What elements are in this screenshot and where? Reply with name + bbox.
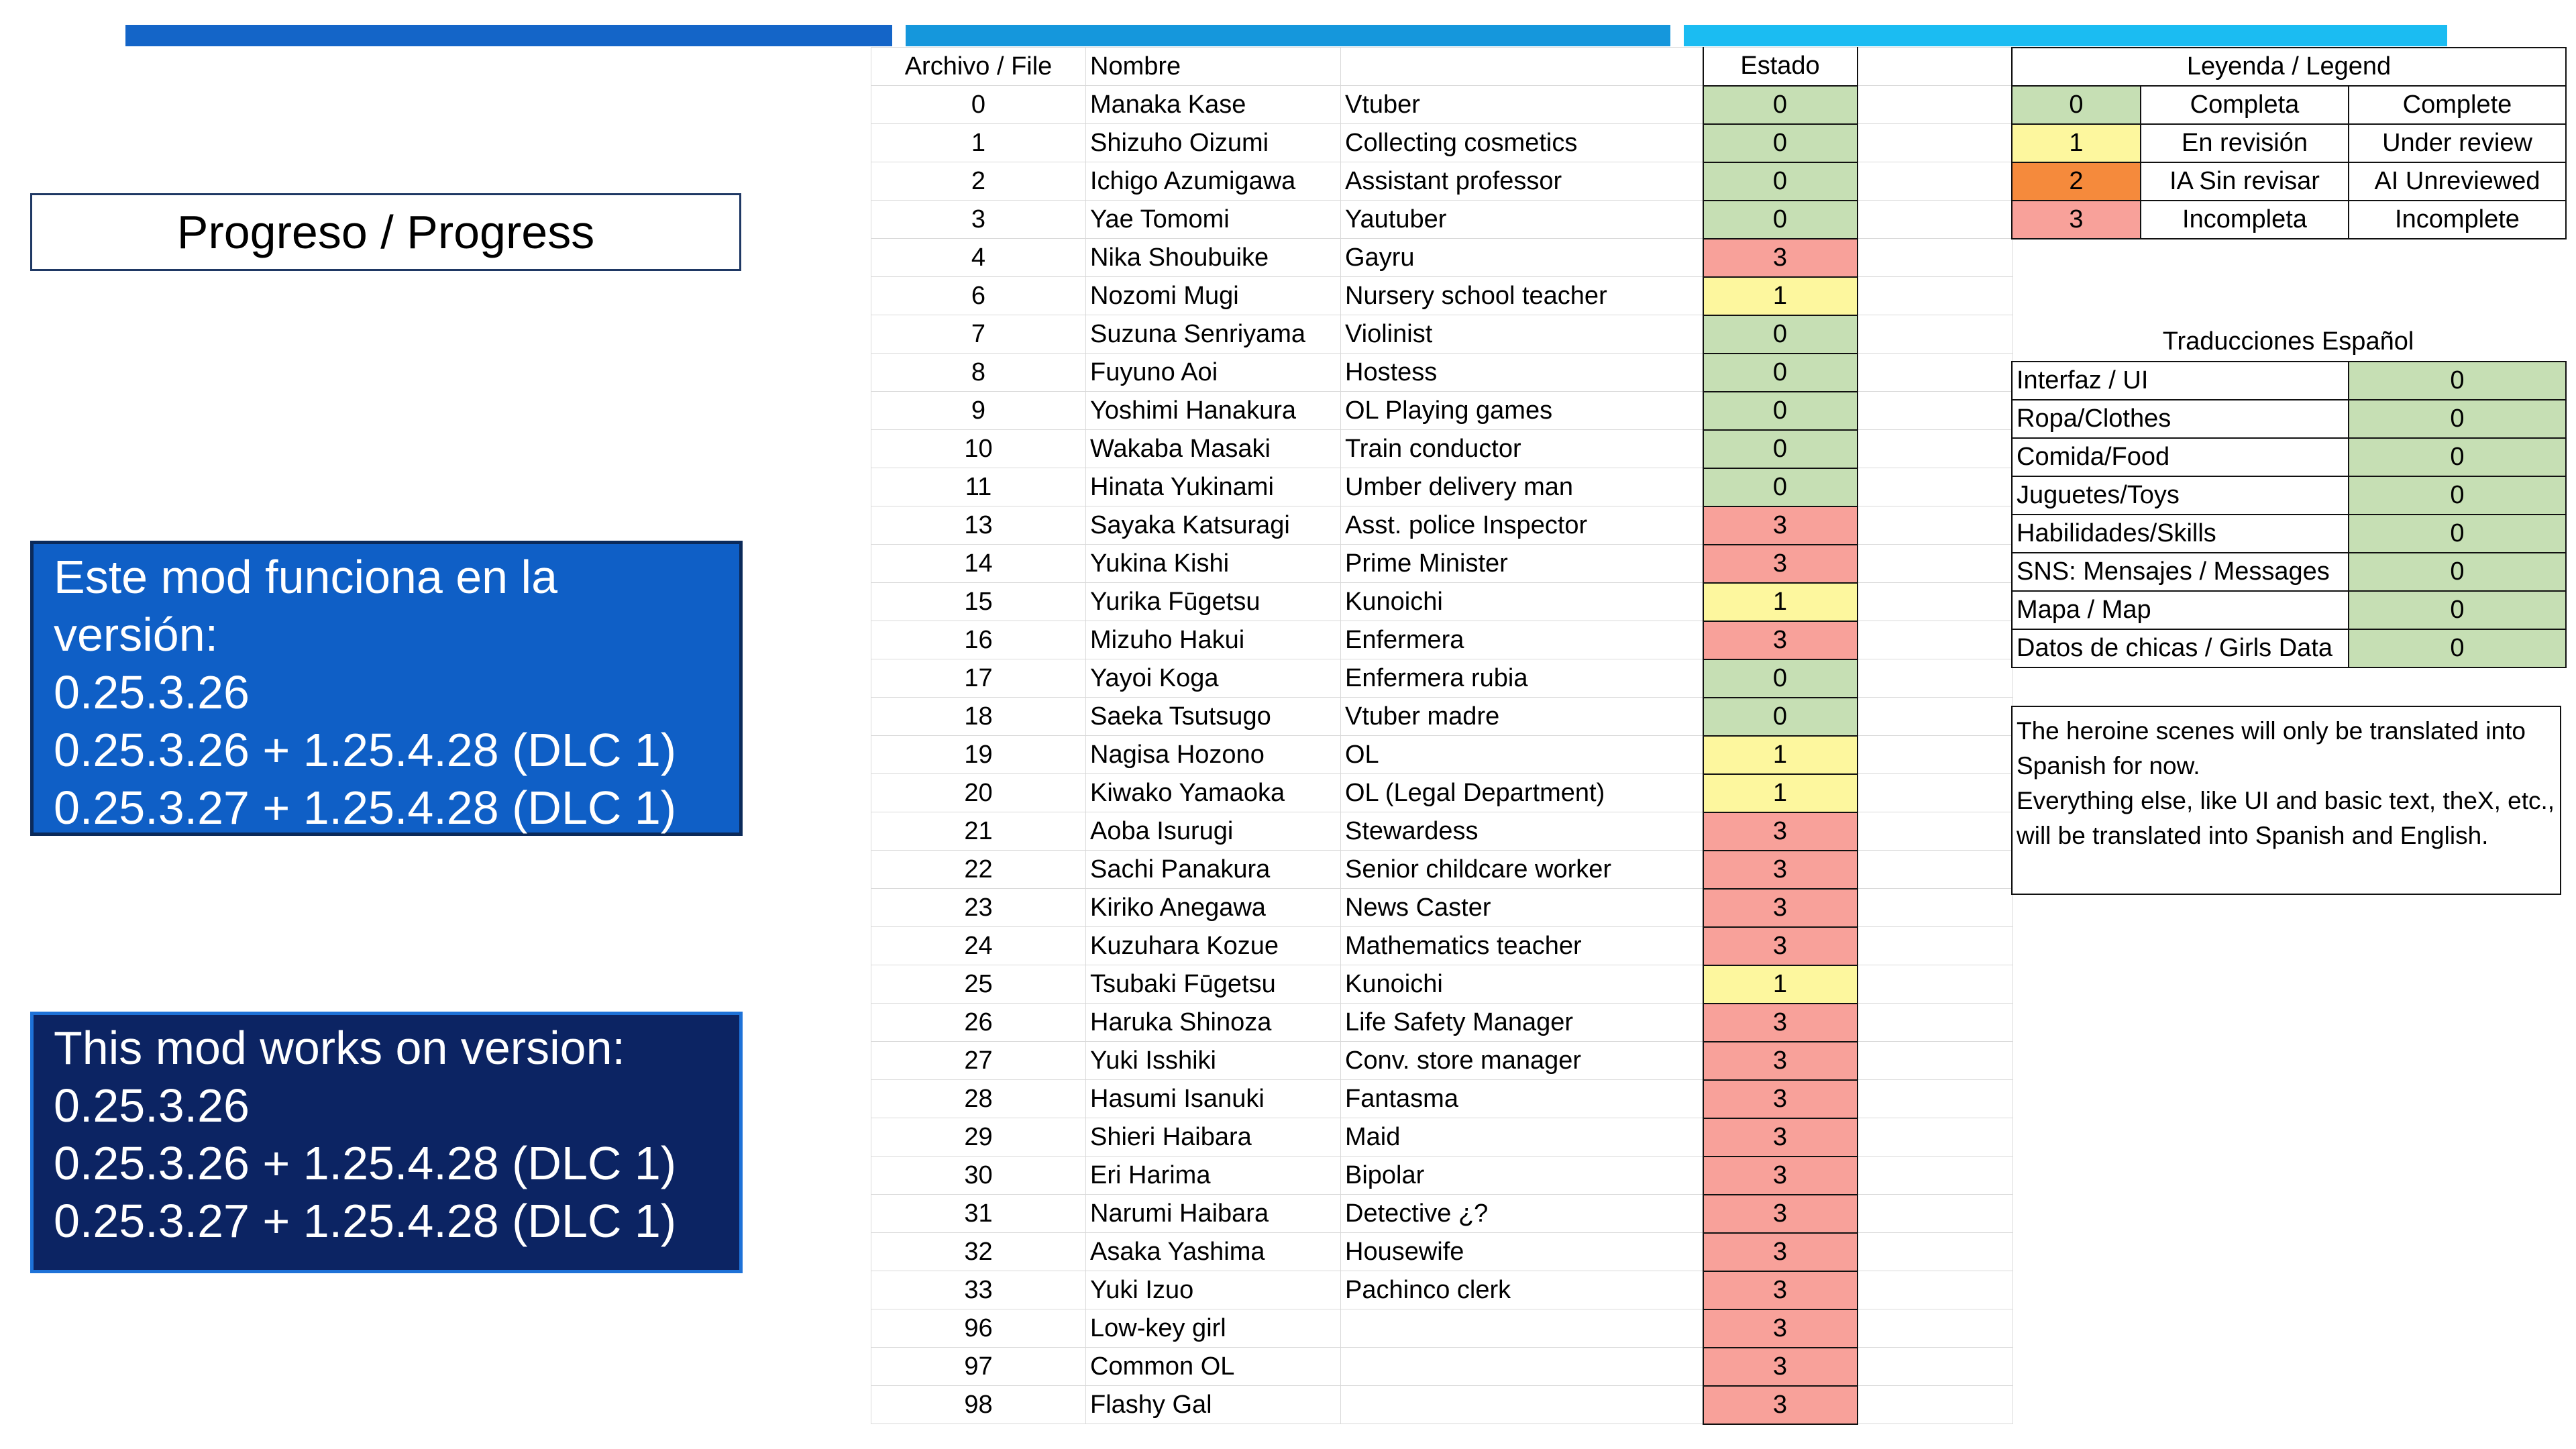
state-cell[interactable]: 1 xyxy=(1703,583,1858,621)
job-cell[interactable]: News Caster xyxy=(1341,889,1703,927)
empty-cell[interactable] xyxy=(1858,698,2013,736)
file-cell[interactable]: 4 xyxy=(871,239,1086,277)
file-cell[interactable]: 33 xyxy=(871,1271,1086,1309)
job-cell[interactable]: Conv. store manager xyxy=(1341,1042,1703,1080)
translation-category[interactable]: Comida/Food xyxy=(2012,438,2349,476)
empty-cell[interactable] xyxy=(1858,239,2013,277)
legend-label-es[interactable]: En revisión xyxy=(2141,124,2349,162)
translation-row xyxy=(2012,591,2566,629)
empty-cell[interactable] xyxy=(1858,1233,2013,1271)
file-cell[interactable]: 18 xyxy=(871,698,1086,736)
state-cell[interactable]: 1 xyxy=(1703,965,1858,1004)
job-cell[interactable]: Fantasma xyxy=(1341,1080,1703,1118)
name-cell[interactable]: Kiriko Anegawa xyxy=(1086,889,1341,927)
state-cell[interactable]: 3 xyxy=(1703,812,1858,851)
translation-row xyxy=(2012,629,2566,667)
state-cell[interactable]: 3 xyxy=(1703,1157,1858,1195)
translation-row xyxy=(2012,400,2566,438)
table-row xyxy=(871,468,2013,506)
empty-cell[interactable] xyxy=(1858,1042,2013,1080)
legend-code[interactable]: 2 xyxy=(2012,162,2141,201)
empty-cell[interactable] xyxy=(1858,1348,2013,1386)
legend-table xyxy=(2011,47,2567,239)
file-cell[interactable]: 6 xyxy=(871,277,1086,315)
state-cell[interactable]: 0 xyxy=(1703,124,1858,162)
job-cell[interactable]: OL Playing games xyxy=(1341,392,1703,430)
state-cell[interactable]: 1 xyxy=(1703,774,1858,812)
empty-cell[interactable] xyxy=(1858,1271,2013,1309)
file-cell[interactable]: 7 xyxy=(871,315,1086,354)
file-cell[interactable]: 15 xyxy=(871,583,1086,621)
state-cell[interactable]: 3 xyxy=(1703,506,1858,545)
job-cell[interactable]: Yautuber xyxy=(1341,201,1703,239)
file-cell[interactable]: 24 xyxy=(871,927,1086,965)
file-cell[interactable]: 26 xyxy=(871,1004,1086,1042)
state-cell[interactable]: 3 xyxy=(1703,621,1858,659)
sheet-header-row xyxy=(871,48,2013,86)
empty-cell[interactable] xyxy=(1858,774,2013,812)
translation-row xyxy=(2012,438,2566,476)
table-row xyxy=(871,1118,2013,1157)
name-cell[interactable]: Yayoi Koga xyxy=(1086,659,1341,698)
job-cell[interactable]: Bipolar xyxy=(1341,1157,1703,1195)
state-cell[interactable]: 3 xyxy=(1703,927,1858,965)
empty-cell[interactable] xyxy=(1858,1309,2013,1348)
empty-cell[interactable] xyxy=(1858,812,2013,851)
file-cell[interactable]: 11 xyxy=(871,468,1086,506)
header-job[interactable] xyxy=(1341,48,1703,86)
state-cell[interactable]: 0 xyxy=(1703,162,1858,201)
translation-category[interactable]: SNS: Mensajes / Messages xyxy=(2012,553,2349,591)
translation-category[interactable]: Datos de chicas / Girls Data xyxy=(2012,629,2349,667)
empty-cell[interactable] xyxy=(1858,315,2013,354)
legend-label-en[interactable]: Complete xyxy=(2349,86,2566,124)
state-cell[interactable]: 3 xyxy=(1703,545,1858,583)
state-cell[interactable]: 3 xyxy=(1703,1233,1858,1271)
file-cell[interactable]: 14 xyxy=(871,545,1086,583)
table-row xyxy=(871,315,2013,354)
name-cell[interactable]: Eri Harima xyxy=(1086,1157,1341,1195)
empty-cell[interactable] xyxy=(1858,1386,2013,1424)
empty-cell[interactable] xyxy=(1858,851,2013,889)
file-cell[interactable]: 30 xyxy=(871,1157,1086,1195)
job-cell[interactable]: Detective ¿? xyxy=(1341,1195,1703,1233)
file-cell[interactable]: 20 xyxy=(871,774,1086,812)
table-row xyxy=(871,1157,2013,1195)
table-row xyxy=(871,1309,2013,1348)
table-row xyxy=(871,736,2013,774)
name-cell[interactable]: Haruka Shinoza xyxy=(1086,1004,1341,1042)
state-cell[interactable]: 0 xyxy=(1703,392,1858,430)
info-en-line: 0.25.3.26 + 1.25.4.28 (DLC 1) xyxy=(54,1137,677,1189)
job-cell[interactable]: OL (Legal Department) xyxy=(1341,774,1703,812)
empty-cell[interactable] xyxy=(1858,201,2013,239)
table-row xyxy=(871,86,2013,124)
translation-category[interactable]: Juguetes/Toys xyxy=(2012,476,2349,515)
empty-cell[interactable] xyxy=(1858,1004,2013,1042)
empty-cell[interactable] xyxy=(1858,545,2013,583)
job-cell[interactable]: Enfermera rubia xyxy=(1341,659,1703,698)
job-cell[interactable]: Housewife xyxy=(1341,1233,1703,1271)
state-cell[interactable]: 0 xyxy=(1703,698,1858,736)
job-cell[interactable]: Life Safety Manager xyxy=(1341,1004,1703,1042)
job-cell[interactable]: Hostess xyxy=(1341,354,1703,392)
header-file[interactable]: Archivo / File xyxy=(871,48,1086,86)
file-cell[interactable]: 32 xyxy=(871,1233,1086,1271)
file-cell[interactable]: 29 xyxy=(871,1118,1086,1157)
name-cell[interactable]: Suzuna Senriyama xyxy=(1086,315,1341,354)
file-cell[interactable]: 98 xyxy=(871,1386,1086,1424)
empty-cell[interactable] xyxy=(1858,277,2013,315)
state-cell[interactable]: 3 xyxy=(1703,1348,1858,1386)
state-cell[interactable]: 3 xyxy=(1703,889,1858,927)
state-cell[interactable]: 3 xyxy=(1703,851,1858,889)
state-cell[interactable]: 1 xyxy=(1703,277,1858,315)
table-row xyxy=(871,965,2013,1004)
empty-cell[interactable] xyxy=(1858,430,2013,468)
name-cell[interactable]: Hasumi Isanuki xyxy=(1086,1080,1341,1118)
empty-cell[interactable] xyxy=(1858,621,2013,659)
table-row xyxy=(871,162,2013,201)
legend-title-row xyxy=(2012,48,2566,86)
table-row xyxy=(871,1348,2013,1386)
info-es-line: 0.25.3.26 + 1.25.4.28 (DLC 1) xyxy=(54,724,677,776)
job-cell[interactable]: Nursery school teacher xyxy=(1341,277,1703,315)
name-cell[interactable]: Sachi Panakura xyxy=(1086,851,1341,889)
translations-table xyxy=(2011,361,2567,668)
legend-code[interactable]: 3 xyxy=(2012,201,2141,239)
translation-category[interactable]: Mapa / Map xyxy=(2012,591,2349,629)
file-cell[interactable]: 17 xyxy=(871,659,1086,698)
file-cell[interactable]: 2 xyxy=(871,162,1086,201)
table-row xyxy=(871,201,2013,239)
job-cell[interactable]: Umber delivery man xyxy=(1341,468,1703,506)
job-cell[interactable]: Gayru xyxy=(1341,239,1703,277)
table-row xyxy=(871,277,2013,315)
name-cell[interactable]: Aoba Isurugi xyxy=(1086,812,1341,851)
name-cell[interactable]: Saeka Tsutsugo xyxy=(1086,698,1341,736)
name-cell[interactable]: Sayaka Katsuragi xyxy=(1086,506,1341,545)
header-name[interactable]: Nombre xyxy=(1086,48,1341,86)
name-cell[interactable]: Tsubaki Fūgetsu xyxy=(1086,965,1341,1004)
table-row xyxy=(871,927,2013,965)
state-cell[interactable]: 0 xyxy=(1703,659,1858,698)
job-cell[interactable] xyxy=(1341,1386,1703,1424)
name-cell[interactable]: Low-key girl xyxy=(1086,1309,1341,1348)
translation-value[interactable]: 0 xyxy=(2349,476,2566,515)
name-cell[interactable]: Nika Shoubuike xyxy=(1086,239,1341,277)
file-cell[interactable]: 0 xyxy=(871,86,1086,124)
job-cell[interactable]: Kunoichi xyxy=(1341,965,1703,1004)
table-row xyxy=(871,1271,2013,1309)
file-cell[interactable]: 3 xyxy=(871,201,1086,239)
table-row xyxy=(871,1195,2013,1233)
translation-row xyxy=(2012,476,2566,515)
table-row xyxy=(871,1004,2013,1042)
translations-title: Traducciones Español xyxy=(2162,327,2414,356)
job-cell[interactable]: OL xyxy=(1341,736,1703,774)
state-cell[interactable]: 0 xyxy=(1703,315,1858,354)
version-info-es xyxy=(30,541,743,836)
file-cell[interactable]: 96 xyxy=(871,1309,1086,1348)
translation-value[interactable]: 0 xyxy=(2349,515,2566,553)
state-cell[interactable]: 0 xyxy=(1703,201,1858,239)
job-cell[interactable]: Collecting cosmetics xyxy=(1341,124,1703,162)
legend-title[interactable]: Leyenda / Legend xyxy=(2012,48,2566,86)
job-cell[interactable]: Violinist xyxy=(1341,315,1703,354)
state-cell[interactable]: 3 xyxy=(1703,1004,1858,1042)
table-row xyxy=(871,1080,2013,1118)
legend-label-es[interactable]: Incompleta xyxy=(2141,201,2349,239)
state-cell[interactable]: 3 xyxy=(1703,1118,1858,1157)
empty-cell[interactable] xyxy=(1858,889,2013,927)
file-cell[interactable]: 27 xyxy=(871,1042,1086,1080)
info-es-line: versión: xyxy=(54,608,219,661)
table-row xyxy=(871,545,2013,583)
file-cell[interactable]: 13 xyxy=(871,506,1086,545)
empty-cell[interactable] xyxy=(1858,392,2013,430)
table-row xyxy=(871,1042,2013,1080)
info-en-line: 0.25.3.26 xyxy=(54,1079,250,1132)
progress-sheet xyxy=(871,47,2013,1425)
job-cell[interactable]: Vtuber xyxy=(1341,86,1703,124)
empty-cell[interactable] xyxy=(1858,1157,2013,1195)
translation-value[interactable]: 0 xyxy=(2349,438,2566,476)
name-cell[interactable]: Shieri Haibara xyxy=(1086,1118,1341,1157)
job-cell[interactable]: Asst. police Inspector xyxy=(1341,506,1703,545)
translation-value[interactable]: 0 xyxy=(2349,591,2566,629)
job-cell[interactable]: Enfermera xyxy=(1341,621,1703,659)
translation-category[interactable]: Interfaz / UI xyxy=(2012,362,2349,400)
legend-code[interactable]: 1 xyxy=(2012,124,2141,162)
table-row xyxy=(871,124,2013,162)
table-row xyxy=(871,583,2013,621)
file-cell[interactable]: 25 xyxy=(871,965,1086,1004)
header-bar-mid xyxy=(906,25,1670,46)
table-row xyxy=(871,889,2013,927)
file-cell[interactable]: 97 xyxy=(871,1348,1086,1386)
translation-category[interactable]: Habilidades/Skills xyxy=(2012,515,2349,553)
legend-label-en[interactable]: AI Unreviewed xyxy=(2349,162,2566,201)
info-en-line: This mod works on version: xyxy=(54,1022,625,1074)
state-cell[interactable]: 0 xyxy=(1703,430,1858,468)
legend-label-en[interactable]: Under review xyxy=(2349,124,2566,162)
name-cell[interactable]: Common OL xyxy=(1086,1348,1341,1386)
job-cell[interactable] xyxy=(1341,1309,1703,1348)
translation-row xyxy=(2012,515,2566,553)
file-cell[interactable]: 1 xyxy=(871,124,1086,162)
state-cell[interactable]: 0 xyxy=(1703,354,1858,392)
empty-cell[interactable] xyxy=(1858,965,2013,1004)
legend-row xyxy=(2012,201,2566,239)
empty-cell[interactable] xyxy=(1858,506,2013,545)
translation-value[interactable]: 0 xyxy=(2349,553,2566,591)
job-cell[interactable]: Mathematics teacher xyxy=(1341,927,1703,965)
translation-value[interactable]: 0 xyxy=(2349,629,2566,667)
header-bar-blue xyxy=(125,25,892,46)
empty-cell[interactable] xyxy=(1858,1118,2013,1157)
legend-row xyxy=(2012,86,2566,124)
state-cell[interactable]: 3 xyxy=(1703,1271,1858,1309)
empty-cell[interactable] xyxy=(1858,736,2013,774)
name-cell[interactable]: Kuzuhara Kozue xyxy=(1086,927,1341,965)
file-cell[interactable]: 19 xyxy=(871,736,1086,774)
name-cell[interactable]: Wakaba Masaki xyxy=(1086,430,1341,468)
table-row xyxy=(871,506,2013,545)
empty-cell[interactable] xyxy=(1858,162,2013,201)
job-cell[interactable]: Train conductor xyxy=(1341,430,1703,468)
name-cell[interactable]: Fuyuno Aoi xyxy=(1086,354,1341,392)
empty-cell[interactable] xyxy=(1858,354,2013,392)
table-row xyxy=(871,1233,2013,1271)
empty-cell[interactable] xyxy=(1858,124,2013,162)
file-cell[interactable]: 28 xyxy=(871,1080,1086,1118)
table-row xyxy=(871,851,2013,889)
legend-row xyxy=(2012,162,2566,201)
table-row xyxy=(871,812,2013,851)
state-cell[interactable]: 3 xyxy=(1703,1080,1858,1118)
state-cell[interactable]: 0 xyxy=(1703,468,1858,506)
state-cell[interactable]: 3 xyxy=(1703,239,1858,277)
name-cell[interactable]: Yuki Isshiki xyxy=(1086,1042,1341,1080)
file-cell[interactable]: 10 xyxy=(871,430,1086,468)
state-cell[interactable]: 3 xyxy=(1703,1386,1858,1424)
header-state[interactable]: Estado xyxy=(1703,48,1858,86)
job-cell[interactable] xyxy=(1341,1348,1703,1386)
header-bar-light xyxy=(1684,25,2447,46)
job-cell[interactable]: Kunoichi xyxy=(1341,583,1703,621)
empty-cell[interactable] xyxy=(1858,1195,2013,1233)
legend-label-en[interactable]: Incomplete xyxy=(2349,201,2566,239)
translation-row xyxy=(2012,553,2566,591)
info-es-line: 0.25.3.26 xyxy=(54,666,250,718)
name-cell[interactable]: Asaka Yashima xyxy=(1086,1233,1341,1271)
name-cell[interactable]: Kiwako Yamaoka xyxy=(1086,774,1341,812)
table-row xyxy=(871,430,2013,468)
name-cell[interactable]: Yukina Kishi xyxy=(1086,545,1341,583)
name-cell[interactable]: Hinata Yukinami xyxy=(1086,468,1341,506)
state-cell[interactable]: 0 xyxy=(1703,86,1858,124)
name-cell[interactable]: Mizuho Hakui xyxy=(1086,621,1341,659)
table-row xyxy=(871,1386,2013,1424)
empty-cell[interactable] xyxy=(1858,468,2013,506)
table-row xyxy=(871,621,2013,659)
name-cell[interactable]: Yoshimi Hanakura xyxy=(1086,392,1341,430)
name-cell[interactable]: Ichigo Azumigawa xyxy=(1086,162,1341,201)
translation-value[interactable]: 0 xyxy=(2349,362,2566,400)
progress-title: Progreso / Progress xyxy=(30,193,741,271)
job-cell[interactable]: Prime Minister xyxy=(1341,545,1703,583)
state-cell[interactable]: 1 xyxy=(1703,736,1858,774)
translation-note: The heroine scenes will only be translated into Spanish for now. Everything else, like UI and basic text, theX, etc., will be translated into Spanish and English. xyxy=(2011,706,2561,895)
job-cell[interactable]: Senior childcare worker xyxy=(1341,851,1703,889)
file-cell[interactable]: 31 xyxy=(871,1195,1086,1233)
empty-cell[interactable] xyxy=(1858,659,2013,698)
legend-label-es[interactable]: IA Sin revisar xyxy=(2141,162,2349,201)
info-es-line: Este mod funciona en la xyxy=(54,551,558,603)
job-cell[interactable]: Assistant professor xyxy=(1341,162,1703,201)
file-cell[interactable]: 22 xyxy=(871,851,1086,889)
name-cell[interactable]: Nozomi Mugi xyxy=(1086,277,1341,315)
table-row xyxy=(871,239,2013,277)
empty-cell[interactable] xyxy=(1858,48,2013,86)
name-cell[interactable]: Shizuho Oizumi xyxy=(1086,124,1341,162)
legend-label-es[interactable]: Completa xyxy=(2141,86,2349,124)
job-cell[interactable]: Maid xyxy=(1341,1118,1703,1157)
empty-cell[interactable] xyxy=(1858,86,2013,124)
file-cell[interactable]: 8 xyxy=(871,354,1086,392)
name-cell[interactable]: Narumi Haibara xyxy=(1086,1195,1341,1233)
name-cell[interactable]: Flashy Gal xyxy=(1086,1386,1341,1424)
job-cell[interactable]: Stewardess xyxy=(1341,812,1703,851)
table-row xyxy=(871,698,2013,736)
name-cell[interactable]: Yae Tomomi xyxy=(1086,201,1341,239)
legend-row xyxy=(2012,124,2566,162)
version-info-en xyxy=(30,1012,743,1273)
info-es-line: 0.25.3.27 + 1.25.4.28 (DLC 1) xyxy=(54,782,677,834)
table-row xyxy=(871,392,2013,430)
file-cell[interactable]: 21 xyxy=(871,812,1086,851)
file-cell[interactable]: 23 xyxy=(871,889,1086,927)
translation-row xyxy=(2012,362,2566,400)
table-row xyxy=(871,354,2013,392)
file-cell[interactable]: 16 xyxy=(871,621,1086,659)
state-cell[interactable]: 3 xyxy=(1703,1042,1858,1080)
translation-category[interactable]: Ropa/Clothes xyxy=(2012,400,2349,438)
table-row xyxy=(871,659,2013,698)
state-cell[interactable]: 3 xyxy=(1703,1195,1858,1233)
job-cell[interactable]: Vtuber madre xyxy=(1341,698,1703,736)
empty-cell[interactable] xyxy=(1858,927,2013,965)
name-cell[interactable]: Nagisa Hozono xyxy=(1086,736,1341,774)
name-cell[interactable]: Yurika Fūgetsu xyxy=(1086,583,1341,621)
job-cell[interactable]: Pachinco clerk xyxy=(1341,1271,1703,1309)
empty-cell[interactable] xyxy=(1858,1080,2013,1118)
translation-value[interactable]: 0 xyxy=(2349,400,2566,438)
info-en-line: 0.25.3.27 + 1.25.4.28 (DLC 1) xyxy=(54,1195,677,1247)
table-row xyxy=(871,774,2013,812)
state-cell[interactable]: 3 xyxy=(1703,1309,1858,1348)
empty-cell[interactable] xyxy=(1858,583,2013,621)
name-cell[interactable]: Yuki Izuo xyxy=(1086,1271,1341,1309)
legend-code[interactable]: 0 xyxy=(2012,86,2141,124)
name-cell[interactable]: Manaka Kase xyxy=(1086,86,1341,124)
file-cell[interactable]: 9 xyxy=(871,392,1086,430)
